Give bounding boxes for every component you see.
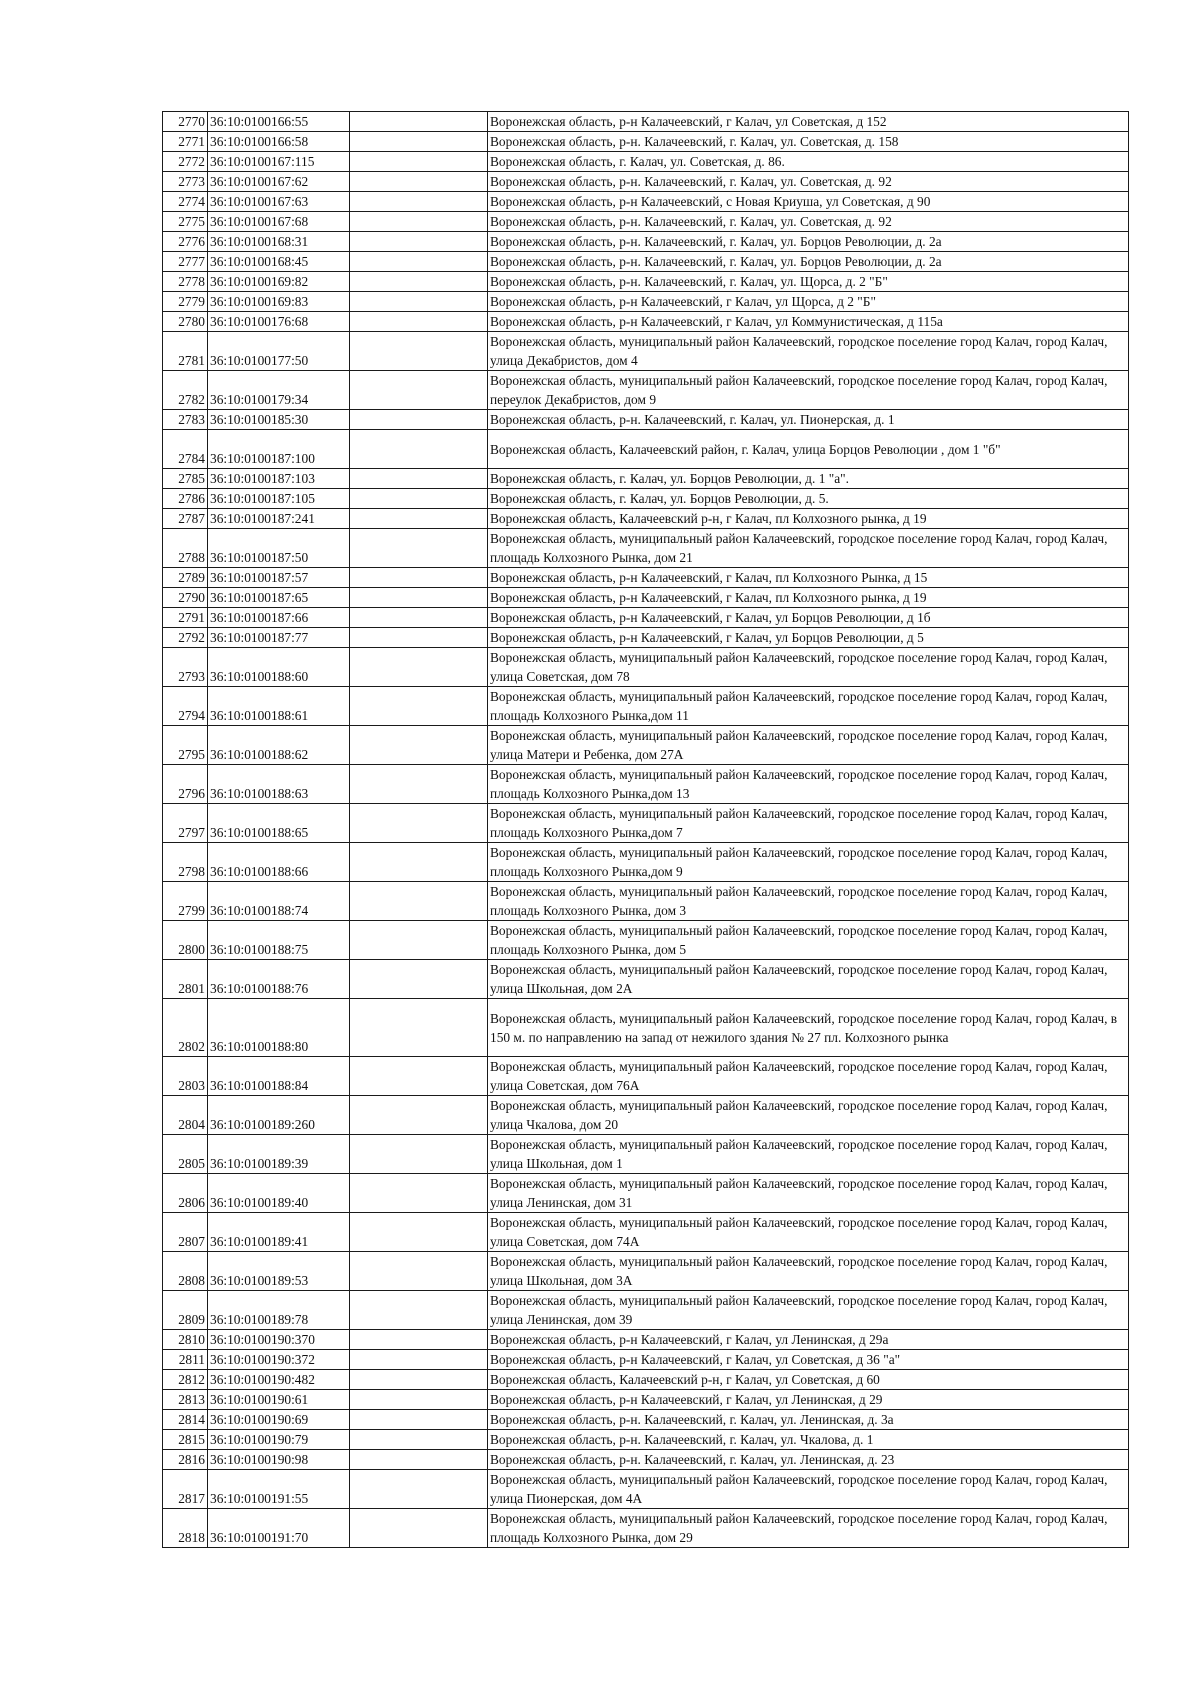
row-number-cell: 2795 (163, 726, 208, 765)
row-number-cell: 2811 (163, 1350, 208, 1370)
row-number-cell: 2791 (163, 608, 208, 628)
empty-cell (350, 1470, 488, 1509)
row-number-cell: 2806 (163, 1174, 208, 1213)
address-cell: Воронежская область, муниципальный район Калачеевский, городское поселение город Калач, город Калач, улица Ленинская, дом 31 (488, 1174, 1129, 1213)
table-row (163, 1450, 1129, 1470)
address-cell: Воронежская область, муниципальный район Калачеевский, городское поселение город Калач, город Калач, улица Школьная, дом 3А (488, 1252, 1129, 1291)
address-cell: Воронежская область, р-н Калачеевский, с Новая Криуша, ул Советская, д 90 (488, 192, 1129, 212)
address-cell: Воронежская область, Калачеевский р-н, г Калач, ул Советская, д 60 (488, 1370, 1129, 1390)
cadastral-number-cell: 36:10:0100189:260 (208, 1096, 350, 1135)
address-cell: Воронежская область, р-н. Калачеевский, г. Калач, ул. Советская, д. 92 (488, 172, 1129, 192)
cadastral-number-cell: 36:10:0100187:65 (208, 588, 350, 608)
row-number-cell: 2800 (163, 921, 208, 960)
table-row (163, 272, 1129, 292)
row-number-cell: 2818 (163, 1509, 208, 1548)
address-cell: Воронежская область, р-н. Калачеевский, г. Калач, ул. Советская, д. 92 (488, 212, 1129, 232)
cadastral-number-cell: 36:10:0100189:78 (208, 1291, 350, 1330)
row-number-cell: 2783 (163, 410, 208, 430)
row-number-cell: 2771 (163, 132, 208, 152)
table-row (163, 469, 1129, 489)
empty-cell (350, 804, 488, 843)
address-cell: Воронежская область, р-н Калачеевский, г Калач, ул Коммунистическая, д 115а (488, 312, 1129, 332)
row-number-cell: 2799 (163, 882, 208, 921)
row-number-cell: 2807 (163, 1213, 208, 1252)
row-number-cell: 2790 (163, 588, 208, 608)
table-row (163, 489, 1129, 509)
row-number-cell: 2772 (163, 152, 208, 172)
address-cell: Воронежская область, Калачеевский район, г. Калач, улица Борцов Революции , дом 1 "б" (488, 430, 1129, 469)
row-number-cell: 2775 (163, 212, 208, 232)
empty-cell (350, 882, 488, 921)
empty-cell (350, 1370, 488, 1390)
row-number-cell: 2770 (163, 112, 208, 132)
row-number-cell: 2794 (163, 687, 208, 726)
address-cell: Воронежская область, муниципальный район Калачеевский, городское поселение город Калач, город Калач, площадь Колхозного Рынка,дом 7 (488, 804, 1129, 843)
empty-cell (350, 921, 488, 960)
table-row (163, 765, 1129, 804)
address-cell: Воронежская область, муниципальный район Калачеевский, городское поселение город Калач, город Калач, улица Советская, дом 74А (488, 1213, 1129, 1252)
cadastral-number-cell: 36:10:0100188:63 (208, 765, 350, 804)
row-number-cell: 2789 (163, 568, 208, 588)
address-cell: Воронежская область, р-н Калачеевский, г Калач, ул Советская, д 152 (488, 112, 1129, 132)
table-row (163, 410, 1129, 430)
cadastral-number-cell: 36:10:0100190:482 (208, 1370, 350, 1390)
empty-cell (350, 1135, 488, 1174)
cadastral-number-cell: 36:10:0100167:62 (208, 172, 350, 192)
address-cell: Воронежская область, р-н Калачеевский, г Калач, ул Борцов Революции, д 1б (488, 608, 1129, 628)
cadastral-number-cell: 36:10:0100190:372 (208, 1350, 350, 1370)
empty-cell (350, 568, 488, 588)
cadastral-number-cell: 36:10:0100187:66 (208, 608, 350, 628)
table-row (163, 252, 1129, 272)
table-row (163, 371, 1129, 410)
table-row (163, 999, 1129, 1057)
table-row (163, 1390, 1129, 1410)
empty-cell (350, 960, 488, 999)
empty-cell (350, 529, 488, 568)
cadastral-number-cell: 36:10:0100188:60 (208, 648, 350, 687)
table-row (163, 132, 1129, 152)
row-number-cell: 2810 (163, 1330, 208, 1350)
row-number-cell: 2786 (163, 489, 208, 509)
cadastral-number-cell: 36:10:0100168:31 (208, 232, 350, 252)
row-number-cell: 2813 (163, 1390, 208, 1410)
table-row (163, 687, 1129, 726)
row-number-cell: 2788 (163, 529, 208, 568)
empty-cell (350, 588, 488, 608)
address-cell: Воронежская область, р-н. Калачеевский, г. Калач, ул. Пионерская, д. 1 (488, 410, 1129, 430)
cadastral-number-cell: 36:10:0100191:55 (208, 1470, 350, 1509)
address-cell: Воронежская область, р-н Калачеевский, г Калач, пл Колхозного Рынка, д 15 (488, 568, 1129, 588)
cadastral-number-cell: 36:10:0100189:41 (208, 1213, 350, 1252)
table-row (163, 608, 1129, 628)
empty-cell (350, 509, 488, 529)
empty-cell (350, 132, 488, 152)
row-number-cell: 2816 (163, 1450, 208, 1470)
cadastral-number-cell: 36:10:0100188:66 (208, 843, 350, 882)
row-number-cell: 2805 (163, 1135, 208, 1174)
cadastral-number-cell: 36:10:0100167:115 (208, 152, 350, 172)
cadastral-number-cell: 36:10:0100187:77 (208, 628, 350, 648)
address-cell: Воронежская область, муниципальный район Калачеевский, городское поселение город Калач, город Калач, площадь Колхозного Рынка,дом 11 (488, 687, 1129, 726)
address-cell: Воронежская область, муниципальный район Калачеевский, городское поселение город Калач, город Калач, площадь Колхозного Рынка, дом 5 (488, 921, 1129, 960)
row-number-cell: 2792 (163, 628, 208, 648)
table-row (163, 1330, 1129, 1350)
table-row (163, 648, 1129, 687)
row-number-cell: 2808 (163, 1252, 208, 1291)
cadastral-number-cell: 36:10:0100188:76 (208, 960, 350, 999)
row-number-cell: 2793 (163, 648, 208, 687)
empty-cell (350, 1057, 488, 1096)
row-number-cell: 2804 (163, 1096, 208, 1135)
empty-cell (350, 232, 488, 252)
table-row (163, 588, 1129, 608)
address-cell: Воронежская область, муниципальный район Калачеевский, городское поселение город Калач, город Калач, в 150 м. по направлению на запад от нежилого здания № 27 пл. Колхозного рынка (488, 999, 1129, 1057)
table-row (163, 112, 1129, 132)
cadastral-number-cell: 36:10:0100190:79 (208, 1430, 350, 1450)
row-number-cell: 2774 (163, 192, 208, 212)
cadastral-number-cell: 36:10:0100166:55 (208, 112, 350, 132)
table-row (163, 1350, 1129, 1370)
cadastral-number-cell: 36:10:0100176:68 (208, 312, 350, 332)
row-number-cell: 2797 (163, 804, 208, 843)
table-row (163, 1430, 1129, 1450)
row-number-cell: 2796 (163, 765, 208, 804)
cadastral-number-cell: 36:10:0100167:68 (208, 212, 350, 232)
empty-cell (350, 212, 488, 232)
address-cell: Воронежская область, р-н. Калачеевский, г. Калач, ул. Советская, д. 158 (488, 132, 1129, 152)
empty-cell (350, 252, 488, 272)
row-number-cell: 2773 (163, 172, 208, 192)
table-row (163, 1135, 1129, 1174)
empty-cell (350, 292, 488, 312)
cadastral-number-cell: 36:10:0100188:75 (208, 921, 350, 960)
address-cell: Воронежская область, р-н Калачеевский, г Калач, ул Советская, д 36 "а" (488, 1350, 1129, 1370)
empty-cell (350, 1350, 488, 1370)
cadastral-number-cell: 36:10:0100188:80 (208, 999, 350, 1057)
address-cell: Воронежская область, р-н. Калачеевский, г. Калач, ул. Ленинская, д. 23 (488, 1450, 1129, 1470)
empty-cell (350, 112, 488, 132)
table-row (163, 1252, 1129, 1291)
cadastral-number-cell: 36:10:0100190:370 (208, 1330, 350, 1350)
address-cell: Воронежская область, муниципальный район Калачеевский, городское поселение город Калач, город Калач, площадь Колхозного Рынка,дом 9 (488, 843, 1129, 882)
address-cell: Воронежская область, муниципальный район Калачеевский, городское поселение город Калач, город Калач, улица Пионерская, дом 4А (488, 1470, 1129, 1509)
empty-cell (350, 489, 488, 509)
empty-cell (350, 152, 488, 172)
table-row (163, 1213, 1129, 1252)
empty-cell (350, 312, 488, 332)
empty-cell (350, 430, 488, 469)
address-cell: Воронежская область, муниципальный район Калачеевский, городское поселение город Калач, город Калач, улица Школьная, дом 2А (488, 960, 1129, 999)
row-number-cell: 2784 (163, 430, 208, 469)
address-cell: Воронежская область, р-н. Калачеевский, г. Калач, ул. Ленинская, д. 3а (488, 1410, 1129, 1430)
table-row (163, 212, 1129, 232)
cadastral-number-cell: 36:10:0100188:65 (208, 804, 350, 843)
table-row (163, 1509, 1129, 1548)
address-cell: Воронежская область, р-н. Калачеевский, г. Калач, ул. Борцов Революции, д. 2а (488, 232, 1129, 252)
table-row (163, 529, 1129, 568)
cadastral-number-cell: 36:10:0100189:40 (208, 1174, 350, 1213)
address-cell: Воронежская область, муниципальный район Калачеевский, городское поселение город Калач, город Калач, площадь Колхозного Рынка,дом 13 (488, 765, 1129, 804)
empty-cell (350, 1430, 488, 1450)
address-cell: Воронежская область, муниципальный район Калачеевский, городское поселение город Калач, город Калач, площадь Колхозного Рынка, дом 21 (488, 529, 1129, 568)
address-cell: Воронежская область, Калачеевский р-н, г Калач, пл Колхозного рынка, д 19 (488, 509, 1129, 529)
cadastral-number-cell: 36:10:0100187:241 (208, 509, 350, 529)
table-row (163, 960, 1129, 999)
table-row (163, 843, 1129, 882)
table-row (163, 568, 1129, 588)
table-row (163, 332, 1129, 371)
empty-cell (350, 172, 488, 192)
address-cell: Воронежская область, муниципальный район Калачеевский, городское поселение город Калач, город Калач, улица Советская, дом 76А (488, 1057, 1129, 1096)
table-row (163, 192, 1129, 212)
cadastral-number-cell: 36:10:0100168:45 (208, 252, 350, 272)
address-cell: Воронежская область, р-н. Калачеевский, г. Калач, ул. Чкалова, д. 1 (488, 1430, 1129, 1450)
empty-cell (350, 332, 488, 371)
address-cell: Воронежская область, г. Калач, ул. Советская, д. 86. (488, 152, 1129, 172)
cadastral-number-cell: 36:10:0100185:30 (208, 410, 350, 430)
table-row (163, 1291, 1129, 1330)
cadastral-number-cell: 36:10:0100188:74 (208, 882, 350, 921)
row-number-cell: 2781 (163, 332, 208, 371)
cadastral-number-cell: 36:10:0100187:50 (208, 529, 350, 568)
cadastral-number-cell: 36:10:0100166:58 (208, 132, 350, 152)
row-number-cell: 2776 (163, 232, 208, 252)
cadastral-number-cell: 36:10:0100187:105 (208, 489, 350, 509)
cadastral-number-cell: 36:10:0100169:82 (208, 272, 350, 292)
table-row (163, 1370, 1129, 1390)
empty-cell (350, 1509, 488, 1548)
row-number-cell: 2817 (163, 1470, 208, 1509)
cadastral-number-cell: 36:10:0100189:53 (208, 1252, 350, 1291)
address-cell: Воронежская область, муниципальный район Калачеевский, городское поселение город Калач, город Калач, улица Декабристов, дом 4 (488, 332, 1129, 371)
table-row (163, 172, 1129, 192)
cadastral-number-cell: 36:10:0100169:83 (208, 292, 350, 312)
empty-cell (350, 648, 488, 687)
table-row (163, 726, 1129, 765)
empty-cell (350, 999, 488, 1057)
table-row (163, 312, 1129, 332)
empty-cell (350, 726, 488, 765)
cadastral-number-cell: 36:10:0100177:50 (208, 332, 350, 371)
empty-cell (350, 1410, 488, 1430)
address-cell: Воронежская область, муниципальный район Калачеевский, городское поселение город Калач, город Калач, площадь Колхозного Рынка, дом 3 (488, 882, 1129, 921)
address-cell: Воронежская область, р-н. Калачеевский, г. Калач, ул. Щорса, д. 2 "Б" (488, 272, 1129, 292)
table-row (163, 232, 1129, 252)
empty-cell (350, 687, 488, 726)
row-number-cell: 2782 (163, 371, 208, 410)
table-row (163, 628, 1129, 648)
empty-cell (350, 843, 488, 882)
row-number-cell: 2778 (163, 272, 208, 292)
row-number-cell: 2803 (163, 1057, 208, 1096)
cadastral-number-cell: 36:10:0100189:39 (208, 1135, 350, 1174)
property-registry-table (162, 111, 1129, 1548)
address-cell: Воронежская область, р-н Калачеевский, г Калач, пл Колхозного рынка, д 19 (488, 588, 1129, 608)
table-row (163, 1057, 1129, 1096)
address-cell: Воронежская область, г. Калач, ул. Борцов Революции, д. 1 "а". (488, 469, 1129, 489)
empty-cell (350, 1450, 488, 1470)
empty-cell (350, 469, 488, 489)
table-row (163, 921, 1129, 960)
address-cell: Воронежская область, р-н Калачеевский, г Калач, ул Ленинская, д 29 (488, 1390, 1129, 1410)
table-row (163, 1096, 1129, 1135)
cadastral-number-cell: 36:10:0100187:57 (208, 568, 350, 588)
empty-cell (350, 1213, 488, 1252)
cadastral-number-cell: 36:10:0100190:61 (208, 1390, 350, 1410)
row-number-cell: 2809 (163, 1291, 208, 1330)
cadastral-number-cell: 36:10:0100167:63 (208, 192, 350, 212)
address-cell: Воронежская область, муниципальный район Калачеевский, городское поселение город Калач, город Калач, улица Советская, дом 78 (488, 648, 1129, 687)
empty-cell (350, 1390, 488, 1410)
empty-cell (350, 410, 488, 430)
empty-cell (350, 1174, 488, 1213)
table-row (163, 1470, 1129, 1509)
cadastral-number-cell: 36:10:0100187:103 (208, 469, 350, 489)
cadastral-number-cell: 36:10:0100187:100 (208, 430, 350, 469)
table-row (163, 1410, 1129, 1430)
table-row (163, 152, 1129, 172)
row-number-cell: 2815 (163, 1430, 208, 1450)
row-number-cell: 2812 (163, 1370, 208, 1390)
row-number-cell: 2814 (163, 1410, 208, 1430)
row-number-cell: 2777 (163, 252, 208, 272)
address-cell: Воронежская область, р-н Калачеевский, г Калач, ул Ленинская, д 29а (488, 1330, 1129, 1350)
table-row (163, 804, 1129, 843)
address-cell: Воронежская область, муниципальный район Калачеевский, городское поселение город Калач, город Калач, улица Чкалова, дом 20 (488, 1096, 1129, 1135)
empty-cell (350, 628, 488, 648)
empty-cell (350, 272, 488, 292)
empty-cell (350, 192, 488, 212)
address-cell: Воронежская область, р-н. Калачеевский, г. Калач, ул. Борцов Революции, д. 2а (488, 252, 1129, 272)
address-cell: Воронежская область, муниципальный район Калачеевский, городское поселение город Калач, город Калач, улица Матери и Ребенка, дом 27А (488, 726, 1129, 765)
registry-body (163, 112, 1129, 1548)
cadastral-number-cell: 36:10:0100190:69 (208, 1410, 350, 1430)
table-row (163, 882, 1129, 921)
cadastral-number-cell: 36:10:0100188:62 (208, 726, 350, 765)
cadastral-number-cell: 36:10:0100179:34 (208, 371, 350, 410)
row-number-cell: 2798 (163, 843, 208, 882)
address-cell: Воронежская область, р-н Калачеевский, г Калач, ул Борцов Революции, д 5 (488, 628, 1129, 648)
address-cell: Воронежская область, муниципальный район Калачеевский, городское поселение город Калач, город Калач, улица Ленинская, дом 39 (488, 1291, 1129, 1330)
table-row (163, 1174, 1129, 1213)
cadastral-number-cell: 36:10:0100188:84 (208, 1057, 350, 1096)
row-number-cell: 2802 (163, 999, 208, 1057)
empty-cell (350, 765, 488, 804)
address-cell: Воронежская область, муниципальный район Калачеевский, городское поселение город Калач, город Калач, улица Школьная, дом 1 (488, 1135, 1129, 1174)
table-row (163, 509, 1129, 529)
row-number-cell: 2785 (163, 469, 208, 489)
empty-cell (350, 371, 488, 410)
address-cell: Воронежская область, г. Калач, ул. Борцов Революции, д. 5. (488, 489, 1129, 509)
cadastral-number-cell: 36:10:0100188:61 (208, 687, 350, 726)
table-row (163, 430, 1129, 469)
empty-cell (350, 608, 488, 628)
row-number-cell: 2801 (163, 960, 208, 999)
empty-cell (350, 1330, 488, 1350)
address-cell: Воронежская область, р-н Калачеевский, г Калач, ул Щорса, д 2 "Б" (488, 292, 1129, 312)
address-cell: Воронежская область, муниципальный район Калачеевский, городское поселение город Калач, город Калач, площадь Колхозного Рынка, дом 29 (488, 1509, 1129, 1548)
cadastral-number-cell: 36:10:0100191:70 (208, 1509, 350, 1548)
address-cell: Воронежская область, муниципальный район Калачеевский, городское поселение город Калач, город Калач, переулок Декабристов, дом 9 (488, 371, 1129, 410)
row-number-cell: 2787 (163, 509, 208, 529)
table-row (163, 292, 1129, 312)
row-number-cell: 2779 (163, 292, 208, 312)
row-number-cell: 2780 (163, 312, 208, 332)
empty-cell (350, 1291, 488, 1330)
empty-cell (350, 1096, 488, 1135)
cadastral-number-cell: 36:10:0100190:98 (208, 1450, 350, 1470)
empty-cell (350, 1252, 488, 1291)
